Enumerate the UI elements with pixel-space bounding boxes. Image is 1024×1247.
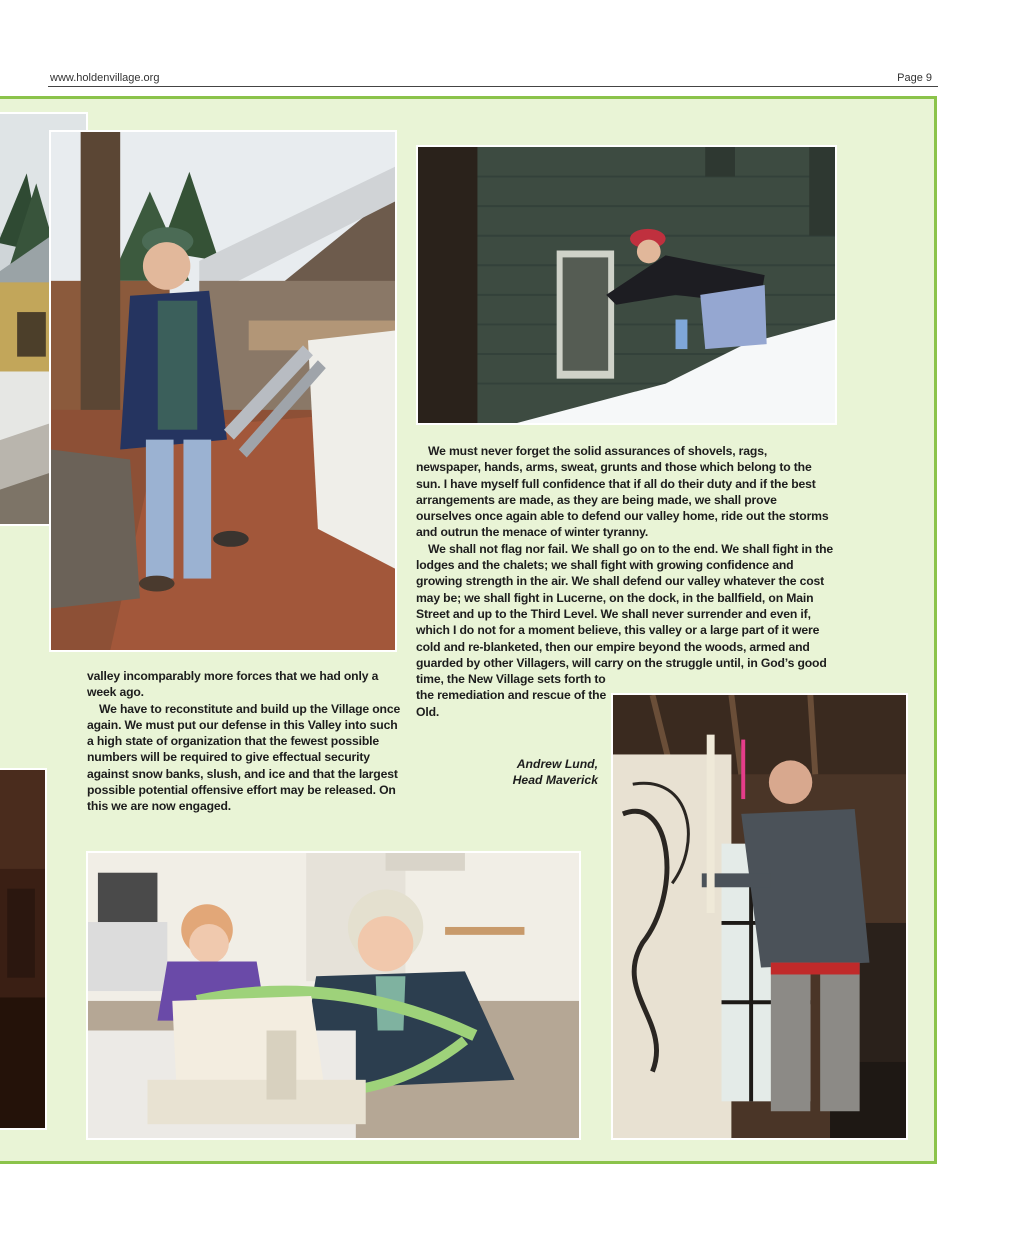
photo-window-cleaning — [416, 145, 837, 425]
left-paragraph-2: We have to reconstitute and build up the Village once again. We must put our defense in this Valley into such a high state of organization that the fewest possible numbers will be required to give effectual security against snow banks, slush, and ice and that the largest possible potential offensive effort may be released. On this we are now engaged. — [87, 701, 401, 814]
signature-name: Andrew Lund, — [516, 757, 598, 771]
right-paragraph-1: We must never forget the solid assurances of shovels, rags, newspaper, hands, arms, sweat, grunts and those which belong to the sun. I have myself full confidence that if all do their duty and if the best arrangements are made, as they are being made, we shall prove ourselves once again able to defend our valley home, ride out the storms and outrun the menace of winter tyranny. — [416, 444, 829, 540]
page-number: Page 9 — [897, 72, 932, 84]
left-paragraph-1: valley incomparably more forces that we had only a week ago. — [87, 669, 379, 700]
left-column-text — [87, 668, 405, 815]
photo-man-carrying-ladder — [49, 130, 397, 652]
signature-title: Head Maverick — [512, 773, 598, 787]
right-paragraph-2: We shall not flag nor fail. We shall go on to the end. We shall fight in the lodges and the chalets; we shall fight with growing confidence and growing strength in the air. We shall defend our valley whatever the cost may be; we shall fight in Lucerne, on the dock, in the ballfield, on Main Street and up to the Third Level. We shall never surrender and even if, which I do not for a moment believe, this valley or a large part of it were cold and re-blanketed, then our empire beyond the woods, armed and guarded by other Villagers, will carry on the struggle until, in God’s good time, the New Village sets forth to the remediation and rescue of the Old. — [416, 541, 834, 719]
header-url: www.holdenvillage.org — [50, 72, 160, 84]
photo-sewing-machine — [86, 851, 581, 1140]
header-rule — [48, 86, 938, 87]
photo-dark-interior-edge — [0, 768, 47, 1130]
